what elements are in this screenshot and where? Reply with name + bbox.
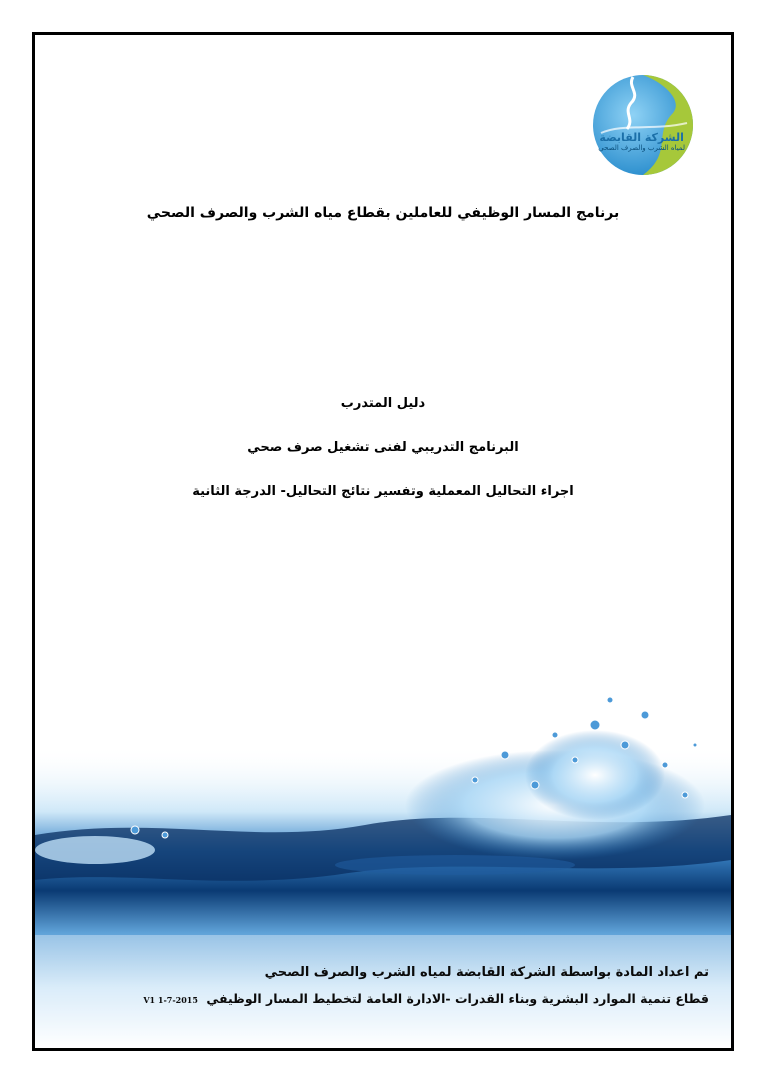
logo-text [598,131,685,153]
sector-text: قطاع تنمية الموارد البشرية وبناء القدرات -الادارة العامة لتخطيط المسار الوظيفي [206,991,709,1006]
analysis-title: اجراء التحاليل المعملية وتفسير نتائج التحاليل- الدرجة الثانية [192,484,574,499]
logo-name-line1: الشركة القابضة [599,131,684,144]
guide-title: دليل المتدرب [340,396,426,411]
program-title: برنامج المسار الوظيفي للعاملين بقطاع مياه الشرب والصرف الصحي [146,205,620,221]
prepared-by-line: تم اعداد المادة بواسطة الشركة القابضة لمياه الشرب والصرف الصحي [264,965,709,980]
company-logo [583,73,701,177]
page-frame [32,32,734,1051]
version-label: V1 1-7-2015 [143,995,198,1005]
logo-name-line2: لمياه الشرب والصرف الصحي [598,144,685,152]
sector-line [49,991,709,1006]
training-program-title: البرنامج التدريبي لفنى تشغيل صرف صحي [247,440,519,455]
